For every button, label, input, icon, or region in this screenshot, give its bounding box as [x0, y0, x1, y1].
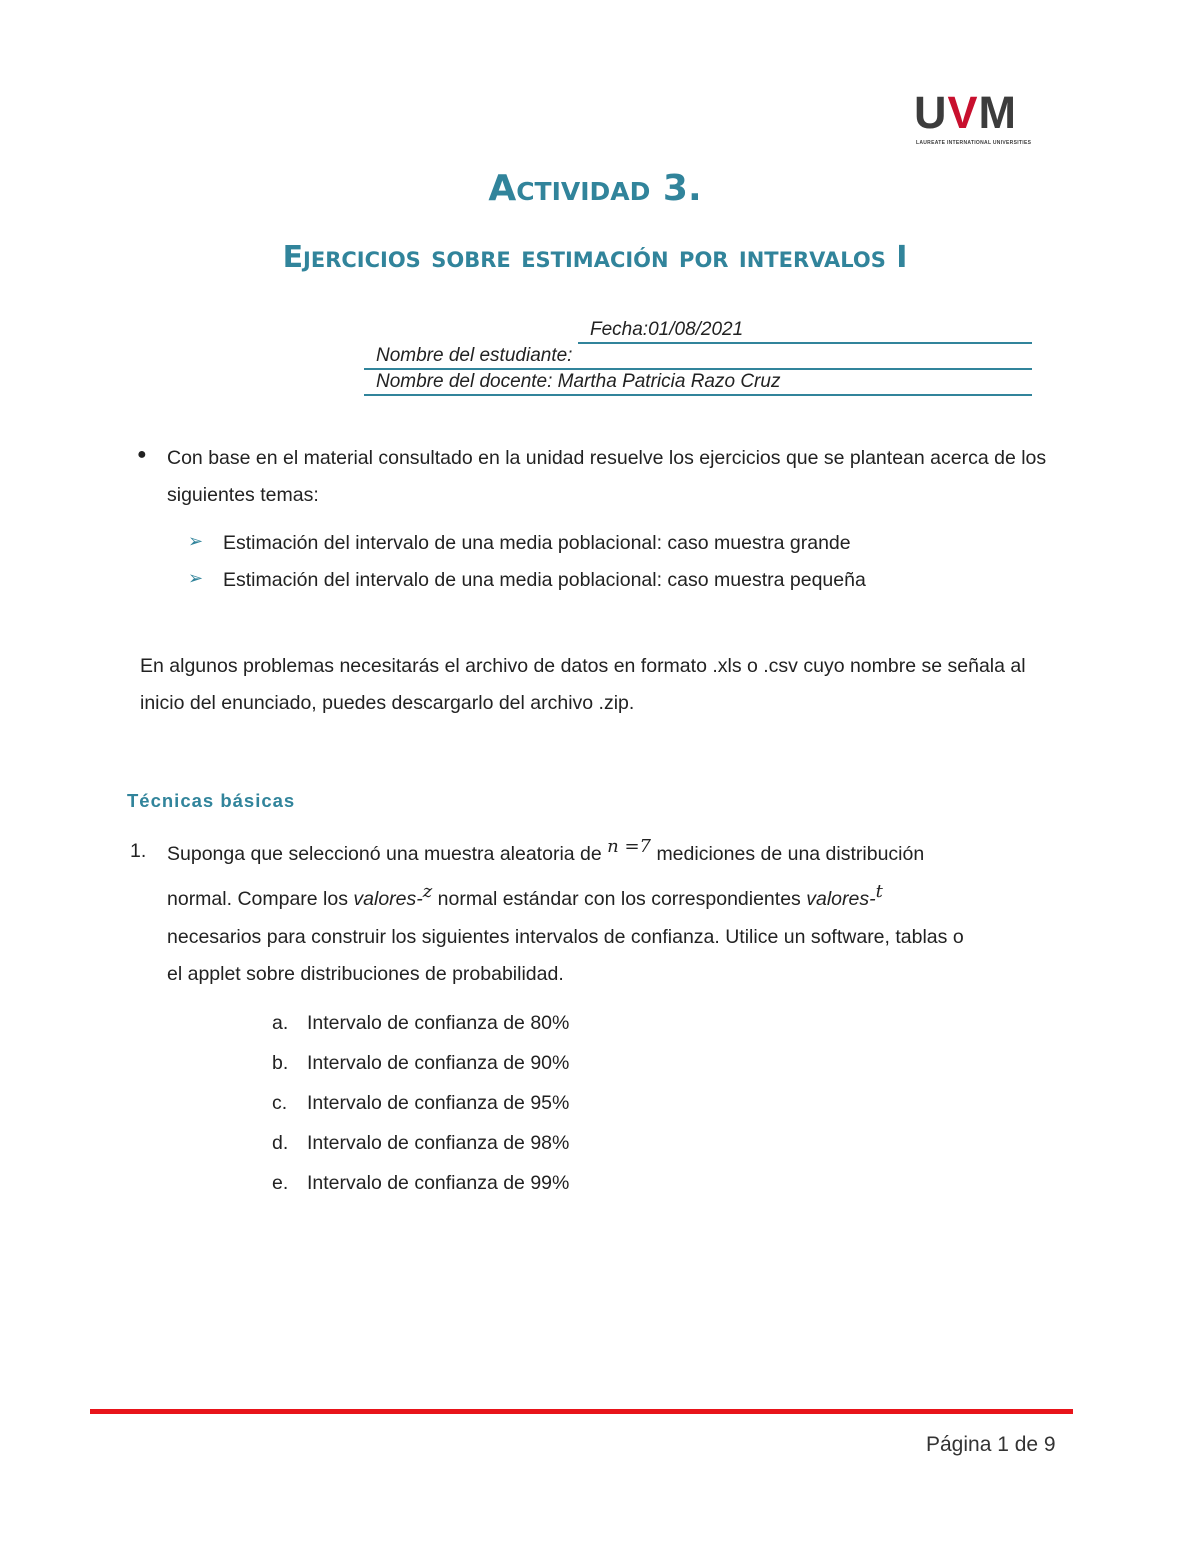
bullet-icon: ●: [137, 446, 147, 463]
exercise-line: el applet sobre distribuciones de probabilidad.: [167, 963, 564, 985]
logo-wordmark: UVM: [914, 87, 1018, 138]
option-label: b.: [272, 1052, 289, 1074]
exercise-line: necesarios para construir los siguientes intervalos de confianza. Utilice un software, tablas o: [167, 926, 964, 948]
option-text: Intervalo de confianza de 80%: [307, 1012, 570, 1034]
math-n: n =7: [607, 836, 652, 857]
option-label: c.: [272, 1092, 288, 1114]
topic-item: Estimación del intervalo de una media poblacional: caso muestra grande: [223, 532, 851, 554]
logo-tagline: LAUREATE INTERNATIONAL UNIVERSITIES: [916, 140, 1032, 146]
exercise-number: 1.: [130, 840, 147, 862]
teacher-line: [364, 370, 1032, 396]
student-field: Nombre del estudiante:: [376, 345, 573, 366]
teacher-field: Nombre del docente: Martha Patricia Razo Cruz: [376, 371, 781, 392]
option-text: Intervalo de confianza de 98%: [307, 1132, 570, 1154]
option-text: Intervalo de confianza de 95%: [307, 1092, 570, 1114]
exercise-line: normal. Compare los valores-z normal estándar con los correspondientes valores-t: [167, 881, 883, 910]
page-subtitle: Ejercicios sobre estimación por intervalos I: [282, 240, 908, 275]
option-text: Intervalo de confianza de 90%: [307, 1052, 570, 1074]
student-line: [364, 344, 1032, 370]
intro-paragraph: Con base en el material consultado en la unidad resuelve los ejercicios que se plantean acerca de los siguientes temas:: [167, 447, 1047, 506]
section-heading: Técnicas básicas: [127, 790, 296, 811]
option-label: d.: [272, 1132, 289, 1154]
math-z: z: [422, 881, 433, 902]
option-label: a.: [272, 1012, 289, 1034]
date-field: Fecha:01/08/2021: [590, 319, 744, 340]
arrow-bullet-icon: ➢: [188, 568, 204, 588]
date-line: [578, 318, 1032, 344]
footer-rule: [90, 1409, 1073, 1414]
option-label: e.: [272, 1172, 289, 1194]
page-number: Página 1 de 9: [926, 1433, 1056, 1456]
uvm-logo: [914, 87, 1038, 149]
page-title: Actividad 3.: [488, 168, 702, 209]
topic-item: Estimación del intervalo de una media poblacional: caso muestra pequeña: [223, 569, 866, 591]
note-paragraph: En algunos problemas necesitarás el archivo de datos en formato .xls o .csv cuyo nombre se señala al inicio del enunciado, puedes descargarlo del archivo .zip.: [140, 655, 1026, 714]
math-t: t: [875, 881, 883, 902]
option-text: Intervalo de confianza de 99%: [307, 1172, 570, 1194]
exercise-line: Suponga que seleccionó una muestra aleatoria de n =7 mediciones de una distribución: [167, 836, 925, 865]
arrow-bullet-icon: ➢: [188, 531, 204, 551]
